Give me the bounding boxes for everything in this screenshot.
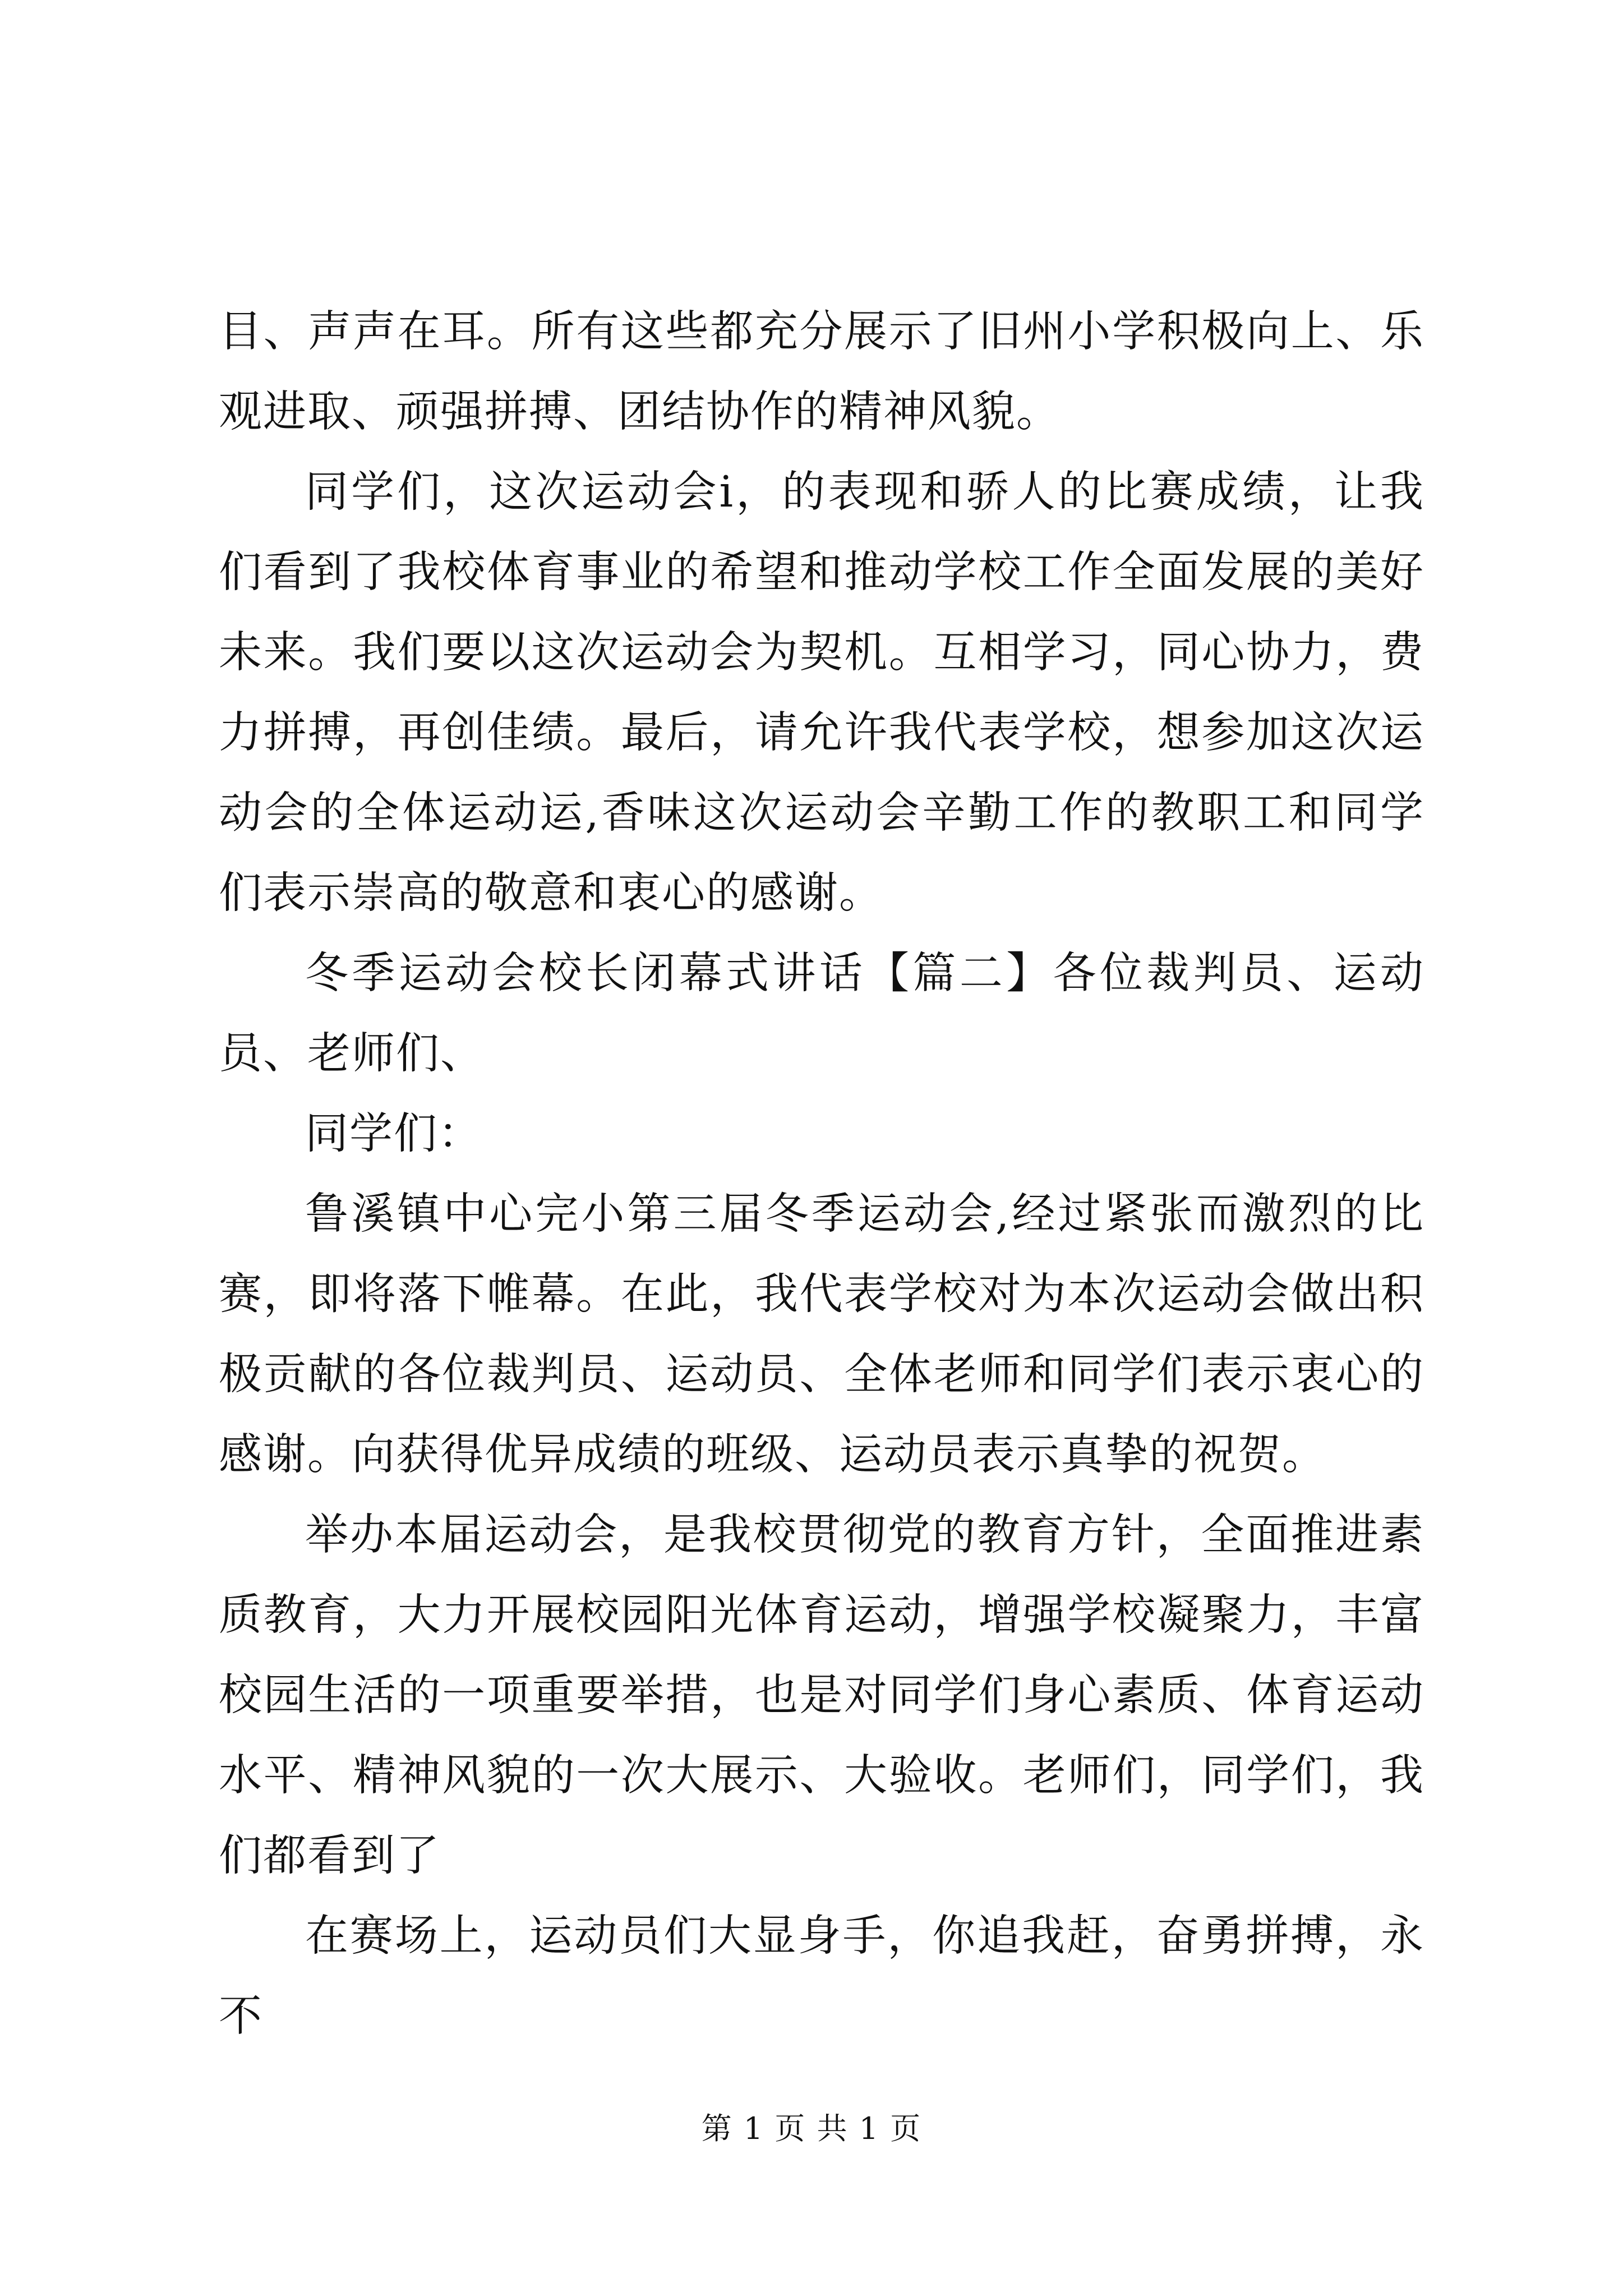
paragraph-7: 在赛场上，运动员们大显身手，你追我赶，奋勇拼搏，永不 <box>219 1911 1424 2041</box>
paragraph-4: 同学们： <box>305 1109 482 1159</box>
page-footer: 第 1 页 共 1 页 <box>701 2111 922 2146</box>
paragraph-2: 同学们，这次运动会i，的表现和骄人的比赛成绩，让我们看到了我校体育事业的希望和推动学校工作全面发展的美好未来。我们要以这次运动会为契机。互相学习，同心协力，费力拼搏，再创佳绩。最后，请允许我代表学校，想参加这次运动会的全体运动运,香味这次运动会辛勤工作的教职工和同学们表示崇高的敬意和衷心的感谢。 <box>219 467 1424 918</box>
paragraph-3: 冬季运动会校长闭幕式讲话【篇二】各位裁判员、运动员、老师们、 <box>219 949 1424 1079</box>
paragraph-1: 目、声声在耳。所有这些都充分展示了旧州小学积极向上、乐观进取、顽强拼搏、团结协作的精神风貌。 <box>219 307 1424 437</box>
paragraph-6: 举办本届运动会，是我校贯彻党的教育方针，全面推进素质教育，大力开展校园阳光体育运动，增强学校凝聚力，丰富校园生活的一项重要举措，也是对同学们身心素质、体育运动水平、精神风貌的一次大展示、大验收。老师们，同学们，我们都看到了 <box>219 1510 1424 1881</box>
paragraph-5: 鲁溪镇中心完小第三届冬季运动会,经过紧张而激烈的比赛，即将落下帷幕。在此，我代表学校对为本次运动会做出积极贡献的各位裁判员、运动员、全体老师和同学们表示衷心的感谢。向获得优异成绩的班级、运动员表示真挚的祝贺。 <box>219 1189 1424 1480</box>
document-body <box>219 292 1424 2056</box>
